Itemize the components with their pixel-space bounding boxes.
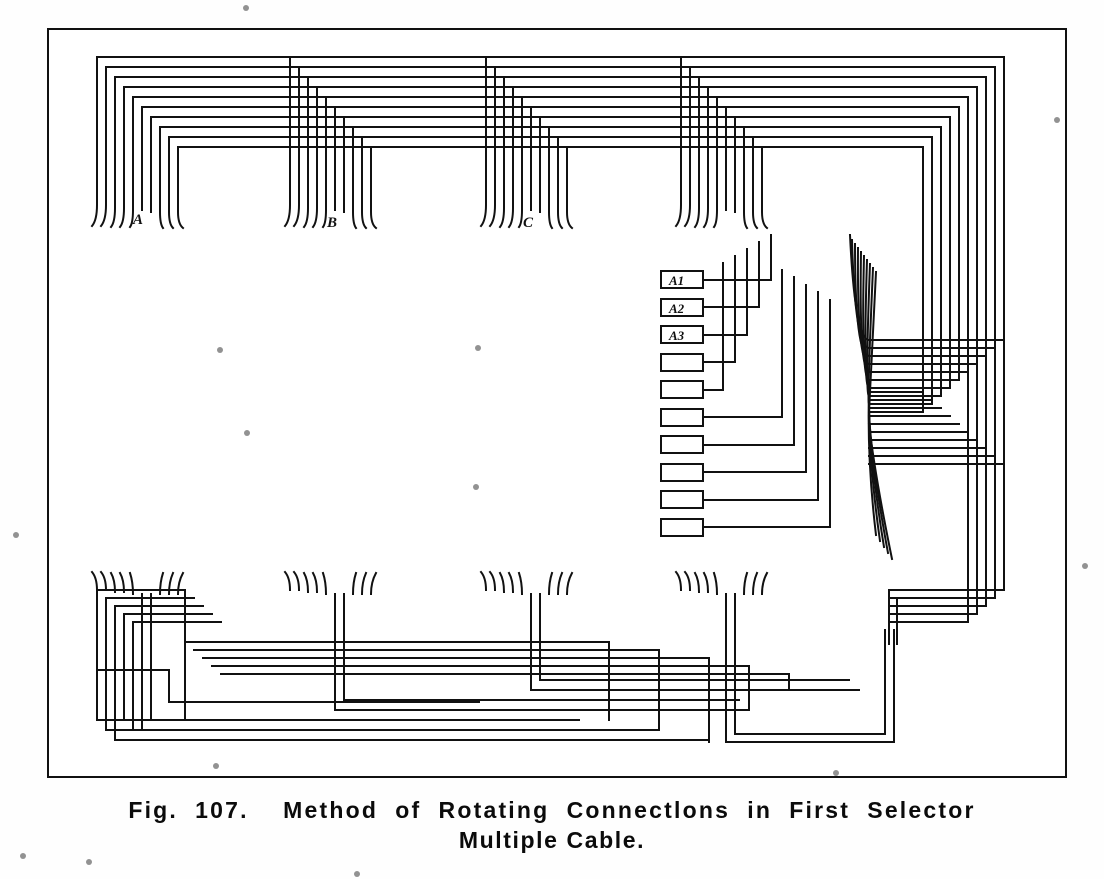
caption-line-2: Multiple Cable.	[458, 827, 646, 853]
figure-frame	[47, 28, 1067, 778]
cable-group-upper-b	[285, 57, 376, 228]
scan-speck	[20, 853, 26, 859]
scan-speck	[244, 430, 250, 436]
caption-line-1: Fig. 107. Method of Rotating Connectlons in First Selector	[128, 797, 976, 823]
scan-speck	[1054, 117, 1060, 123]
lower-return-paths	[97, 590, 897, 742]
scan-speck	[1082, 563, 1088, 569]
terminal-label-1: A1	[669, 273, 685, 288]
scan-speck	[473, 484, 479, 490]
group-label-c: C	[523, 215, 534, 231]
scan-speck	[213, 763, 219, 769]
terminal-label-3: A3	[669, 328, 685, 343]
scan-speck	[86, 859, 92, 865]
scan-speck	[13, 532, 19, 538]
terminal-label-2: A2	[669, 301, 685, 316]
figure-caption	[0, 795, 1104, 855]
group-label-a: A	[133, 212, 144, 228]
right-bundle-lower	[869, 392, 1004, 559]
cable-group-upper-c	[481, 57, 572, 228]
wiring-diagram	[49, 30, 1065, 776]
terminal-strip-leads	[704, 235, 830, 527]
group-label-b: B	[327, 215, 338, 231]
cable-group-upper-a	[92, 57, 183, 228]
lower-bus-lines	[97, 590, 221, 740]
cable-group-upper-d	[676, 57, 767, 228]
scan-speck	[354, 871, 360, 877]
scan-speck	[243, 5, 249, 11]
scan-speck	[833, 770, 839, 776]
scan-speck	[217, 347, 223, 353]
scan-speck	[475, 345, 481, 351]
cable-group-lower-c	[481, 572, 859, 690]
right-vertical-risers	[889, 340, 1004, 622]
right-bundle-upper	[850, 235, 1004, 412]
